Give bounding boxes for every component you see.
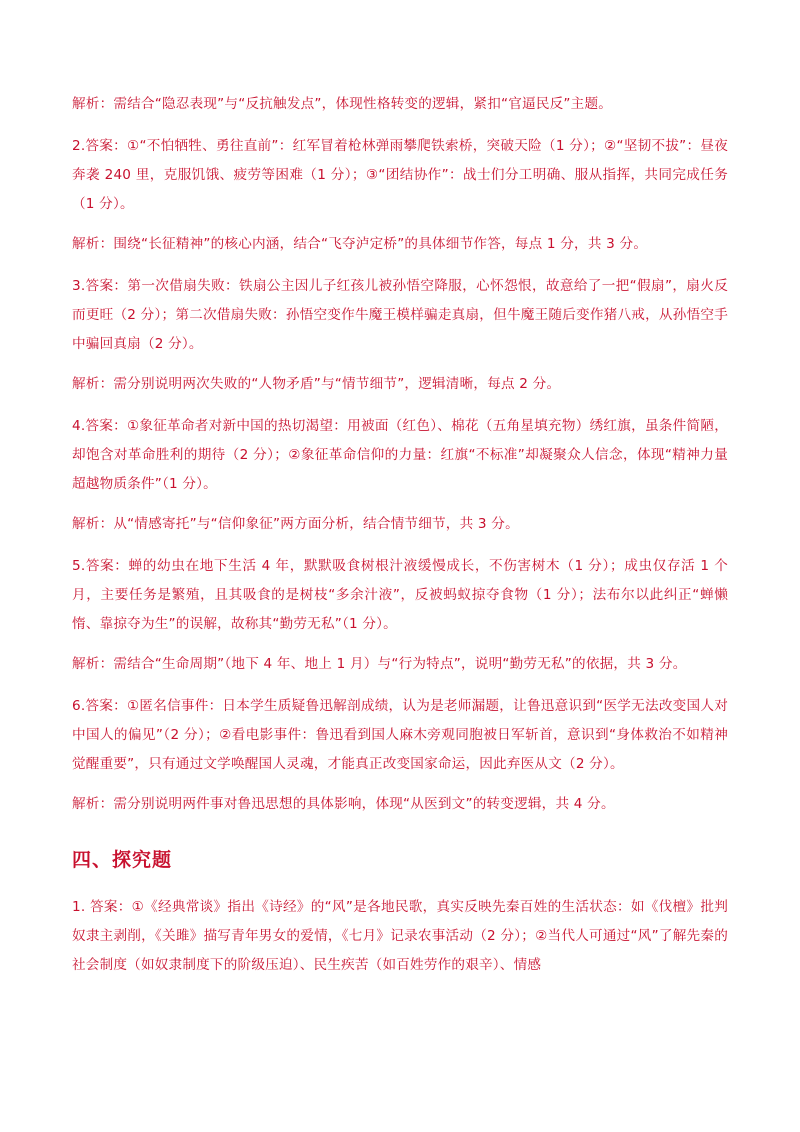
answer-3: 3.答案：第一次借扇失败：铁扇公主因儿子红孩儿被孙悟空降服，心怀怨恨，故意给了一把“假扇”，扇火反而更旺（2 分）；第二次借扇失败：孙悟空变作牛魔王模样骗走真扇，但牛魔王随后变作猪八戒，从孙悟空手中骗回真扇（2 分）。 — [72, 278, 728, 352]
analysis-4: 解析：从“情感寄托”与“信仰象征”两方面分析，结合情节细节，共 3 分。 — [72, 516, 519, 532]
section-heading-inquiry: 四、探究题 — [72, 849, 173, 871]
analysis-3: 解析：需分别说明两次失败的“人物矛盾”与“情节细节”，逻辑清晰，每点 2 分。 — [72, 376, 561, 392]
answer-2: 2.答案：①“不怕牺牲、勇往直前”：红军冒着枪林弹雨攀爬铁索桥，突破天险（1 分）；②“坚韧不拔”：昼夜奔袭 240 里，克服饥饿、疲劳等困难（1 分）；③“团结协作”：战士们分工明确、服从指挥，共同完成任务（1 分）。 — [72, 138, 728, 212]
analysis-2: 解析：围绕“长征精神”的核心内涵，结合“飞夺泸定桥”的具体细节作答，每点 1 分，共 3 分。 — [72, 236, 648, 252]
analysis-prev: 解析：需结合“隐忍表现”与“反抗触发点”，体现性格转变的逻辑，紧扣“官逼民反”主题。 — [72, 96, 613, 112]
analysis-5: 解析：需结合“生命周期”（地下 4 年、地上 1 月）与“行为特点”，说明“勤劳无私”的依据，共 3 分。 — [72, 656, 687, 672]
answer-6: 6.答案：①匿名信事件：日本学生质疑鲁迅解剖成绩，认为是老师漏题，让鲁迅意识到“医学无法改变国人对中国人的偏见”（2 分）；②看电影事件：鲁迅看到国人麻木旁观同胞被日军斩首，意识到“身体救治不如精神觉醒重要”，只有通过文学唤醒国人灵魂，才能真正改变国家命运，因此弃医从文（2 分）。 — [72, 698, 728, 772]
analysis-6: 解析：需分别说明两件事对鲁迅思想的具体影响，体现“从医到文”的转变逻辑，共 4 分。 — [72, 796, 615, 812]
answer-4: 4.答案：①象征革命者对新中国的热切渴望：用被面（红色）、棉花（五角星填充物）绣红旗，虽条件简陋，却饱含对革命胜利的期待（2 分）；②象征革命信仰的力量：红旗“不标准”却凝聚众人信念，体现“精神力量超越物质条件”（1 分）。 — [72, 418, 728, 492]
inquiry-answer-1: 1. 答案：①《经典常谈》指出《诗经》的“风”是各地民歌，真实反映先秦百姓的生活状态：如《伐檀》批判奴隶主剥削，《关雎》描写青年男女的爱情，《七月》记录农事活动（2 分）；②当代人可通过“风”了解先秦的社会制度（如奴隶制度下的阶级压迫）、民生疾苦（如百姓劳作的艰辛）、情感 — [72, 899, 728, 973]
answer-5: 5.答案：蝉的幼虫在地下生活 4 年，默默吸食树根汁液缓慢成长，不伤害树木（1 分）；成虫仅存活 1 个月，主要任务是繁殖，且其吸食的是树枝“多余汁液”，反被蚂蚁掠夺食物（1 分）；法布尔以此纠正“蝉懒惰、靠掠夺为生”的误解，故称其“勤劳无私”（1 分）。 — [72, 558, 728, 632]
